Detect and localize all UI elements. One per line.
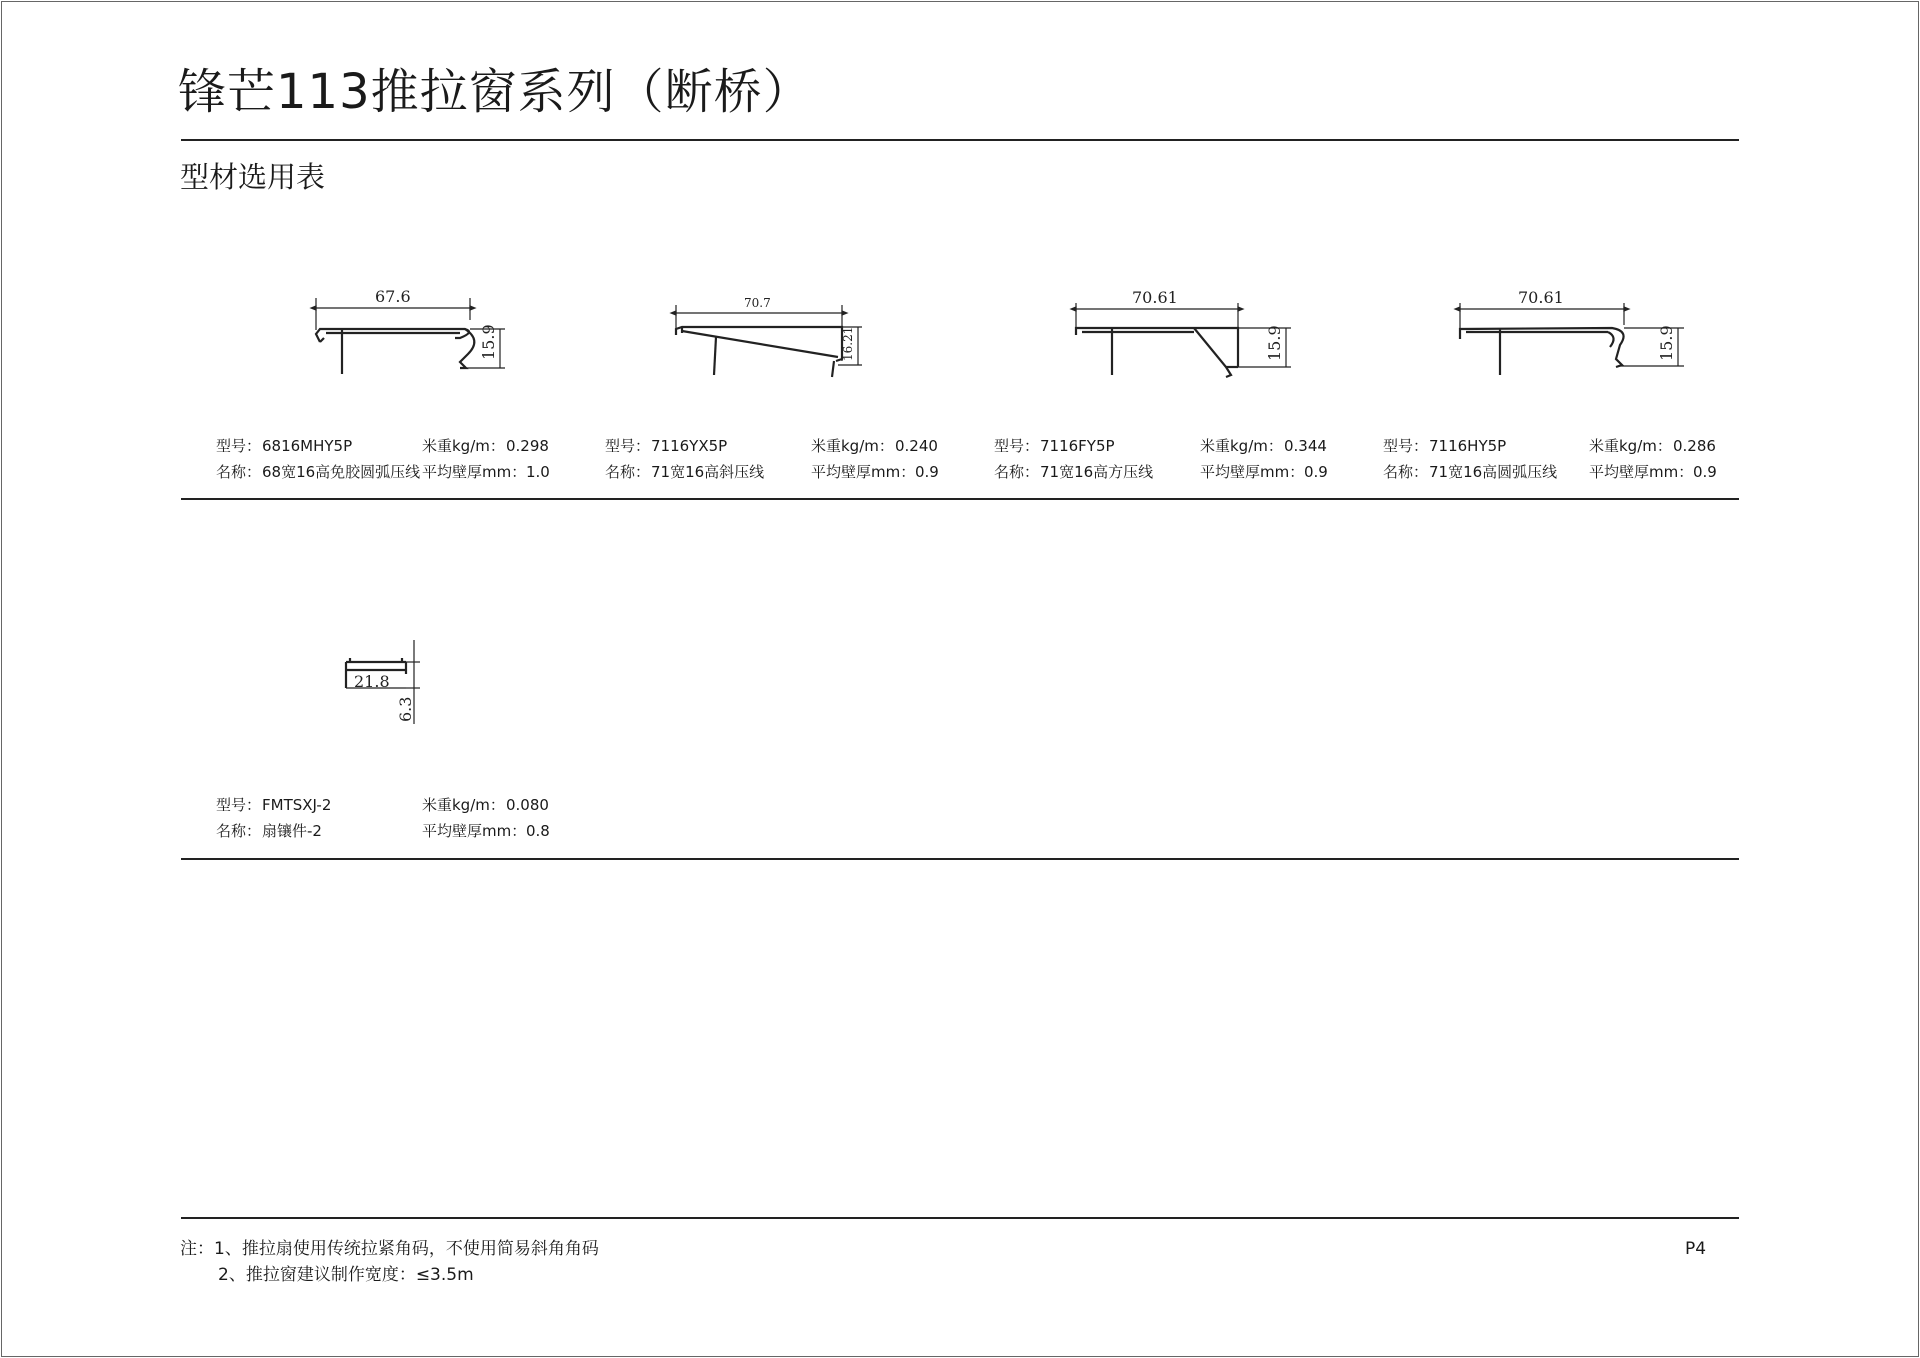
model-label: 型号： bbox=[605, 437, 651, 455]
dimension-height-label: 6.3 bbox=[396, 696, 415, 722]
thickness-label: 平均壁厚mm： bbox=[1589, 463, 1694, 481]
name-value: 71宽16高方压线 bbox=[1040, 463, 1154, 481]
profile-info-fmtsxj-2 bbox=[216, 792, 576, 844]
footer-note-2: 2、推拉窗建议制作宽度：≤3.5m bbox=[218, 1265, 474, 1285]
dimension-width-label: 70.61 bbox=[1518, 288, 1564, 307]
dimension-height-label: 15.9 bbox=[1265, 325, 1284, 361]
weight-label: 米重kg/m： bbox=[1200, 437, 1283, 455]
footer-divider bbox=[181, 1217, 1739, 1219]
profile-info-7116yx5p bbox=[605, 433, 965, 485]
name-label: 名称： bbox=[216, 822, 262, 840]
row-divider bbox=[181, 498, 1739, 500]
page-border bbox=[1, 1, 1919, 1357]
title-divider bbox=[181, 139, 1739, 141]
profile-drawing-7116yx5p bbox=[672, 285, 892, 395]
name-label: 名称： bbox=[994, 463, 1040, 481]
dimension-width-label: 70.7 bbox=[744, 296, 771, 310]
model-value: 7116HY5P bbox=[1429, 437, 1507, 455]
weight-label: 米重kg/m： bbox=[1589, 437, 1672, 455]
name-label: 名称： bbox=[216, 463, 262, 481]
thickness-value: 0.8 bbox=[526, 822, 550, 840]
profile-drawing-7116hy5p bbox=[1452, 285, 1692, 395]
name-label: 名称： bbox=[1383, 463, 1429, 481]
profile-section-svg bbox=[672, 285, 892, 395]
model-value: FMTSXJ-2 bbox=[262, 796, 332, 814]
profile-drawing-fmtsxj-2 bbox=[330, 630, 440, 730]
dimension-height-label: 16.21 bbox=[841, 326, 855, 361]
weight-value: 0.286 bbox=[1673, 437, 1716, 455]
name-value: 71宽16高圆弧压线 bbox=[1429, 463, 1558, 481]
profile-section-svg bbox=[330, 630, 440, 730]
weight-value: 0.080 bbox=[506, 796, 549, 814]
model-value: 7116FY5P bbox=[1040, 437, 1115, 455]
name-value: 扇镶件-2 bbox=[262, 822, 322, 840]
thickness-value: 1.0 bbox=[526, 463, 550, 481]
profile-info-6816mhy5p bbox=[216, 433, 576, 485]
model-label: 型号： bbox=[994, 437, 1040, 455]
profile-section-svg bbox=[300, 280, 520, 390]
weight-label: 米重kg/m： bbox=[422, 796, 505, 814]
page-title: 锋芒113推拉窗系列（断桥） bbox=[178, 64, 812, 120]
name-label: 名称： bbox=[605, 463, 651, 481]
model-label: 型号： bbox=[216, 437, 262, 455]
model-value: 6816MHY5P bbox=[262, 437, 353, 455]
model-label: 型号： bbox=[1383, 437, 1429, 455]
weight-value: 0.240 bbox=[895, 437, 938, 455]
thickness-value: 0.9 bbox=[1693, 463, 1717, 481]
page-subtitle: 型材选用表 bbox=[180, 160, 326, 194]
profile-section-svg bbox=[1452, 285, 1692, 395]
model-value: 7116YX5P bbox=[651, 437, 728, 455]
weight-label: 米重kg/m： bbox=[422, 437, 505, 455]
model-label: 型号： bbox=[216, 796, 262, 814]
weight-value: 0.298 bbox=[506, 437, 549, 455]
row-divider bbox=[181, 858, 1739, 860]
thickness-label: 平均壁厚mm： bbox=[811, 463, 916, 481]
name-value: 71宽16高斜压线 bbox=[651, 463, 765, 481]
dimension-width-label: 21.8 bbox=[354, 672, 390, 691]
dimension-height-label: 15.9 bbox=[479, 324, 498, 360]
thickness-label: 平均壁厚mm： bbox=[422, 463, 527, 481]
profile-info-7116hy5p bbox=[1383, 433, 1743, 485]
footer-note-1: 注：1、推拉扇使用传统拉紧角码，不使用简易斜角角码 bbox=[180, 1239, 599, 1259]
thickness-label: 平均壁厚mm： bbox=[422, 822, 527, 840]
profile-info-7116fy5p bbox=[994, 433, 1354, 485]
dimension-width-label: 67.6 bbox=[375, 287, 411, 306]
page-number: P4 bbox=[1685, 1239, 1707, 1259]
dimension-width-label: 70.61 bbox=[1132, 288, 1178, 307]
profile-drawing-7116fy5p bbox=[1066, 285, 1306, 395]
profile-drawing-6816mhy5p bbox=[300, 280, 520, 390]
thickness-value: 0.9 bbox=[1304, 463, 1328, 481]
thickness-value: 0.9 bbox=[915, 463, 939, 481]
weight-value: 0.344 bbox=[1284, 437, 1327, 455]
dimension-height-label: 15.9 bbox=[1657, 325, 1676, 361]
name-value: 68宽16高免胶圆弧压线 bbox=[262, 463, 421, 481]
weight-label: 米重kg/m： bbox=[811, 437, 894, 455]
thickness-label: 平均壁厚mm： bbox=[1200, 463, 1305, 481]
profile-section-svg bbox=[1066, 285, 1306, 395]
